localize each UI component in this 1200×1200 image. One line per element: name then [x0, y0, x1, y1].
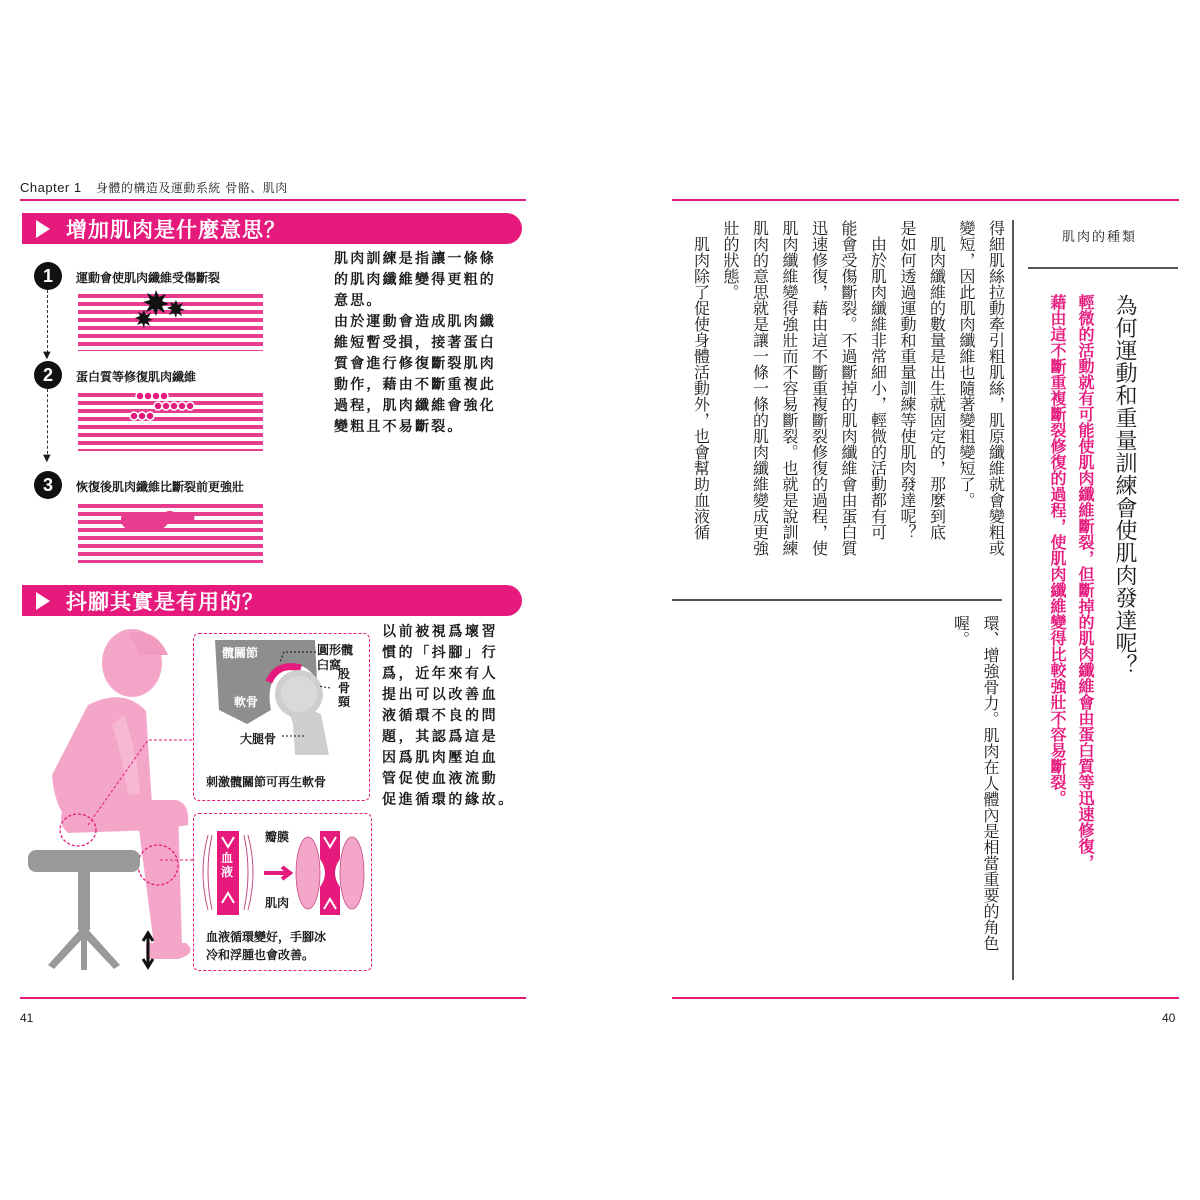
paragraph-line: 提出可以改善血: [382, 687, 499, 703]
section1-paragraph: [334, 249, 496, 438]
paragraph-line: 動作，藉由不斷重複此: [334, 377, 496, 393]
text-column: 環、增強骨力。肌肉在人體內是相當重要的角色: [981, 615, 1000, 951]
label-muscle: 肌肉: [265, 896, 290, 910]
step-connector: [47, 290, 48, 358]
callout-lines: [60, 620, 200, 890]
paragraph-line: 維短暫受損，接著蛋白: [334, 335, 496, 351]
chapter-label: Chapter 1: [20, 180, 82, 195]
text-column: 喔。: [951, 615, 971, 647]
text-column: 肌肉除了促使身體活動外，也會幫助血液循: [691, 220, 711, 540]
paragraph-line: 肌肉訓練是指讓一條條: [334, 251, 496, 267]
label-acetabulum: 圓形髖臼窩: [317, 643, 354, 672]
text-column: 變短，因此肌肉纖維也隨著變粗變短了。: [957, 220, 976, 508]
blood-caption-line1: 血液循環變好，手腳冰: [206, 930, 327, 944]
text-column: 是如何透過運動和重量訓練等使肌肉發達呢？: [898, 220, 917, 540]
paragraph-line: 質會進行修復斷裂肌肉: [334, 356, 496, 372]
box-title-rule: [1028, 267, 1178, 269]
section-title: 抖腳其實是有用的？: [66, 589, 264, 614]
text-column: 肌肉的意思就是讓一條一條的肌肉纖維變成更強: [750, 220, 770, 556]
headline-sub-1: 輕微的活動就有可能使肌肉纖維斷裂，但斷掉的肌肉纖維會由蛋白質等迅速修復，: [1076, 294, 1095, 870]
page-number-left: 41: [20, 1011, 34, 1025]
label-hip-joint: 髖關節: [222, 646, 259, 660]
section-title: 增加肌肉是什麼意思？: [66, 217, 286, 242]
label-valve: 瓣膜: [265, 830, 290, 844]
label-femur-neck: 股骨頸: [338, 667, 351, 709]
paragraph-line: 因爲肌肉壓迫血: [382, 750, 499, 766]
label-blood: 血液: [221, 851, 234, 879]
damage-burst-icon: [126, 288, 196, 328]
header-rule-right: [672, 199, 1179, 201]
page-number-right: 40: [1162, 1011, 1176, 1025]
step-number-1: 1: [34, 262, 62, 290]
step-label-1: 運動會使肌肉纖維受傷斷裂: [76, 271, 221, 285]
step-number-3: 3: [34, 471, 62, 499]
arrow-down-icon: ▼: [43, 350, 51, 361]
section-banner-muscle-growth: [22, 213, 522, 244]
paragraph-line: 慣的「抖腳」行: [382, 645, 499, 661]
joint-caption: 刺激髖關節可再生軟骨: [206, 775, 327, 789]
paragraph-line: 促進循環的緣故。: [382, 792, 515, 808]
paragraph-line: 以前被視爲壞習: [382, 624, 499, 640]
protein-dots-icon: [128, 391, 198, 423]
header-rule: [20, 199, 526, 201]
headline-sub-2: 藉由這不斷重複斷裂修復的過程，使肌肉纖維變得比較強壯不容易斷裂。: [1048, 294, 1067, 806]
chapter-title: 身體的構造及運動系統 骨骼、肌肉: [95, 181, 288, 195]
text-column: 肌肉纖維變得強壯而不容易斷裂。也就是說訓練: [780, 220, 799, 556]
paragraph-line: 爲，近年來有人: [382, 666, 499, 682]
paragraph-line: 的肌肉纖維變得更粗的: [334, 272, 496, 288]
text-column: 壯的狀態。: [721, 220, 740, 300]
paragraph-line: 變粗且不易斷裂。: [334, 419, 464, 435]
paragraph-line: 液循環不良的問: [382, 708, 499, 724]
paragraph-line: 意思。: [334, 293, 383, 309]
repaired-fiber-icon: [118, 508, 198, 536]
blood-caption-line2: 冷和浮腫也會改善。: [206, 948, 315, 962]
footer-rule: [20, 997, 526, 999]
text-column: 由於肌肉纖維非常細小，輕微的活動都有可: [868, 220, 888, 540]
section-banner-leg-shaking: [22, 585, 522, 616]
paragraph-line: 由於運動會造成肌肉纖: [334, 314, 496, 330]
body-text-upper: [686, 220, 1011, 590]
text-column: 迅速修復，藉由這不斷重複斷裂修復的過程，使: [809, 220, 829, 556]
column-divider: [1012, 220, 1014, 980]
label-cartilage: 軟骨: [234, 695, 259, 709]
running-header: [20, 179, 288, 196]
step-label-2: 蛋白質等修復肌肉纖維: [76, 370, 197, 384]
play-triangle-icon: [36, 220, 50, 238]
step-label-3: 恢復後肌肉纖維比斷裂前更強壯: [76, 480, 245, 494]
text-column: 肌肉纖維的數量是出生就固定的，那麼到底: [927, 220, 947, 540]
paragraph-line: 過程，肌肉纖維會強化: [334, 398, 496, 414]
text-column: 能會受傷斷裂。不過斷掉的肌肉纖維會由蛋白質: [839, 220, 858, 556]
arrow-down-icon: ▼: [43, 453, 51, 464]
body-text-lower: [946, 615, 1005, 985]
headline-title: 為何運動和重量訓練會使肌肉發達呢？: [1112, 294, 1137, 677]
paragraph-line: 管促使血液流動: [382, 771, 499, 787]
step-connector: [47, 389, 48, 459]
paragraph-line: 題，其認爲這是: [382, 729, 499, 745]
footer-rule-right: [672, 997, 1179, 999]
step-number-2: 2: [34, 361, 62, 389]
joint-leader-lines: [270, 648, 360, 743]
text-column: 得細肌絲拉動牽引粗肌絲，肌原纖維就會變粗或: [986, 220, 1006, 556]
box-title: 肌肉的種類: [1062, 230, 1138, 245]
label-femur: 大腿骨: [240, 732, 277, 746]
play-triangle-icon: [36, 592, 50, 610]
body-separator: [672, 599, 1002, 601]
section2-paragraph: [382, 622, 515, 811]
